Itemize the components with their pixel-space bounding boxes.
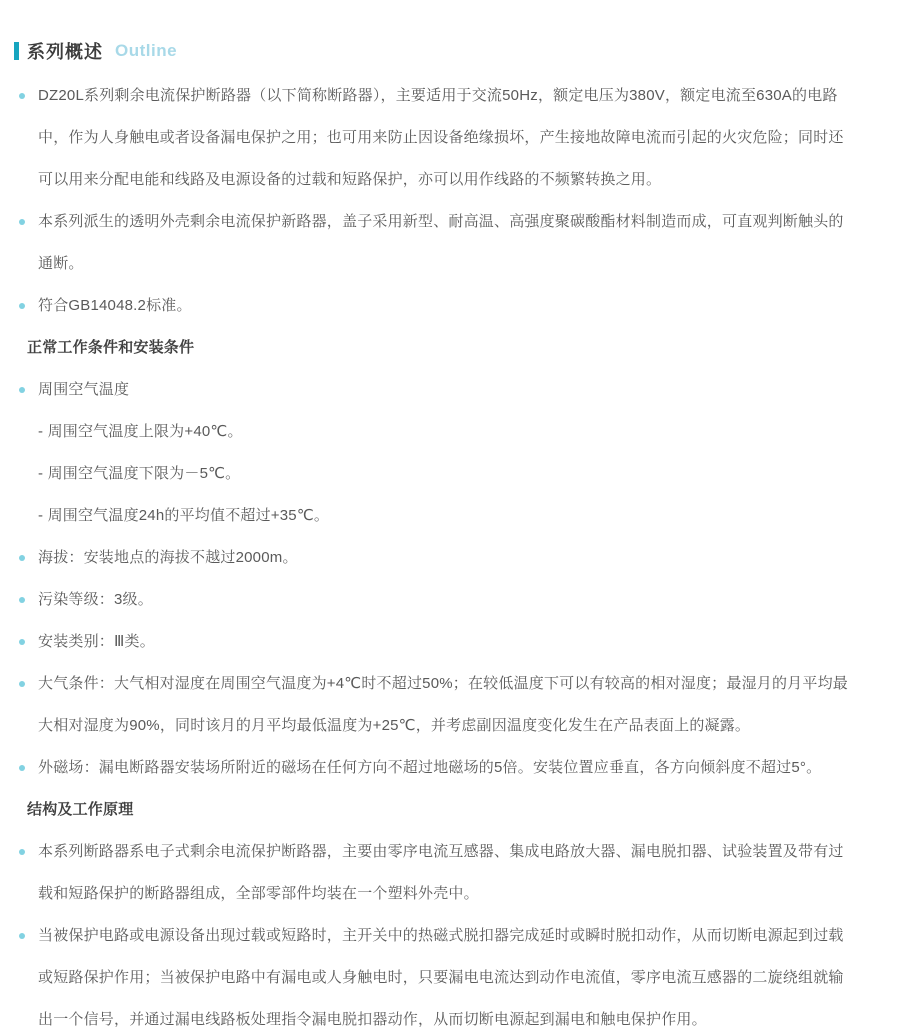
item-text: - 周围空气温度上限为+40℃。: [38, 423, 243, 440]
item-text: - 周围空气温度下限为－5℃。: [38, 465, 241, 482]
bullet-item: [18, 75, 850, 201]
page-title-en: Outline: [115, 41, 178, 60]
sub-item: [18, 495, 850, 537]
bullet-dot-icon: [19, 765, 25, 771]
bullet-item: [18, 621, 850, 663]
item-text: 安装类别：Ⅲ类。: [38, 633, 155, 650]
item-text: - 周围空气温度24h的平均值不超过+35℃。: [38, 507, 330, 524]
page-title: [14, 40, 850, 62]
item-text: 周围空气温度: [38, 381, 130, 398]
bullet-dot-icon: [19, 849, 25, 855]
item-text: 当被保护电路或电源设备出现过载或短路时，主开关中的热磁式脱扣器完成延时或瞬时脱扣动作，从而切断电源起到过载或短路保护作用；当被保护电路中有漏电或人身触电时，只要漏电电流达到动作电流值，零序电流互感器的二旋绕组就输出一个信号，并通过漏电线路板处理指令漏电脱扣器动作，从而切断电源起到漏电和触电保护作用。: [38, 927, 844, 1027]
sub-item: [18, 411, 850, 453]
bullet-dot-icon: [19, 555, 25, 561]
section-heading: [18, 327, 850, 369]
bullet-dot-icon: [19, 597, 25, 603]
item-text: 本系列断路器系电子式剩余电流保护断路器，主要由零序电流互感器、集成电路放大器、漏电脱扣器、试验装置及带有过载和短路保护的断路器组成，全部零部件均装在一个塑料外壳中。: [38, 843, 844, 902]
bullet-item: [18, 831, 850, 915]
item-text: 污染等级：3级。: [38, 591, 153, 608]
item-text: 本系列派生的透明外壳剩余电流保护新路器，盖子采用新型、耐高温、高强度聚碳酸酯材料制造而成，可直观判断触头的通断。: [38, 213, 844, 272]
item-text: 符合GB14048.2标准。: [38, 297, 192, 314]
content: [18, 75, 850, 1027]
bullet-dot-icon: [19, 387, 25, 393]
bullet-dot-icon: [19, 933, 25, 939]
bullet-item: [18, 285, 850, 327]
bullet-item: [18, 369, 850, 411]
bullet-dot-icon: [19, 639, 25, 645]
bullet-item: [18, 915, 850, 1027]
bullet-item: [18, 747, 850, 789]
item-text: DZ20L系列剩余电流保护断路器（以下简称断路器），主要适用于交流50Hz，额定电压为380V，额定电流至630A的电路中，作为人身触电或者设备漏电保护之用；也可用来防止因设备绝缘损坏，产生接地故障电流而引起的火灾危险；同时还可以用来分配电能和线路及电源设备的过载和短路保护，亦可以用作线路的不频繁转换之用。: [38, 87, 844, 188]
page-title-zh: 系列概述: [27, 42, 103, 62]
item-text: 外磁场：漏电断路器安装场所附近的磁场在任何方向不超过地磁场的5倍。安装位置应垂直，各方向倾斜度不超过5°。: [38, 759, 822, 776]
bullet-dot-icon: [19, 681, 25, 687]
item-text: 海拔：安装地点的海拔不越过2000m。: [38, 549, 298, 566]
title-accent-bar-icon: [14, 42, 19, 60]
sub-item: [18, 453, 850, 495]
bullet-dot-icon: [19, 219, 25, 225]
bullet-item: [18, 537, 850, 579]
section-heading-text: 正常工作条件和安装条件: [27, 339, 195, 356]
section-heading-text: 结构及工作原理: [27, 801, 134, 818]
bullet-item: [18, 579, 850, 621]
bullet-dot-icon: [19, 303, 25, 309]
bullet-item: [18, 663, 850, 747]
bullet-item: [18, 201, 850, 285]
item-text: 大气条件：大气相对湿度在周围空气温度为+4℃时不超过50%；在较低温度下可以有较高的相对湿度；最湿月的月平均最大相对湿度为90%，同时该月的月平均最低温度为+25℃，并考虑副因温度变化发生在产品表面上的凝露。: [38, 675, 848, 734]
bullet-dot-icon: [19, 93, 25, 99]
section-heading: [18, 789, 850, 831]
